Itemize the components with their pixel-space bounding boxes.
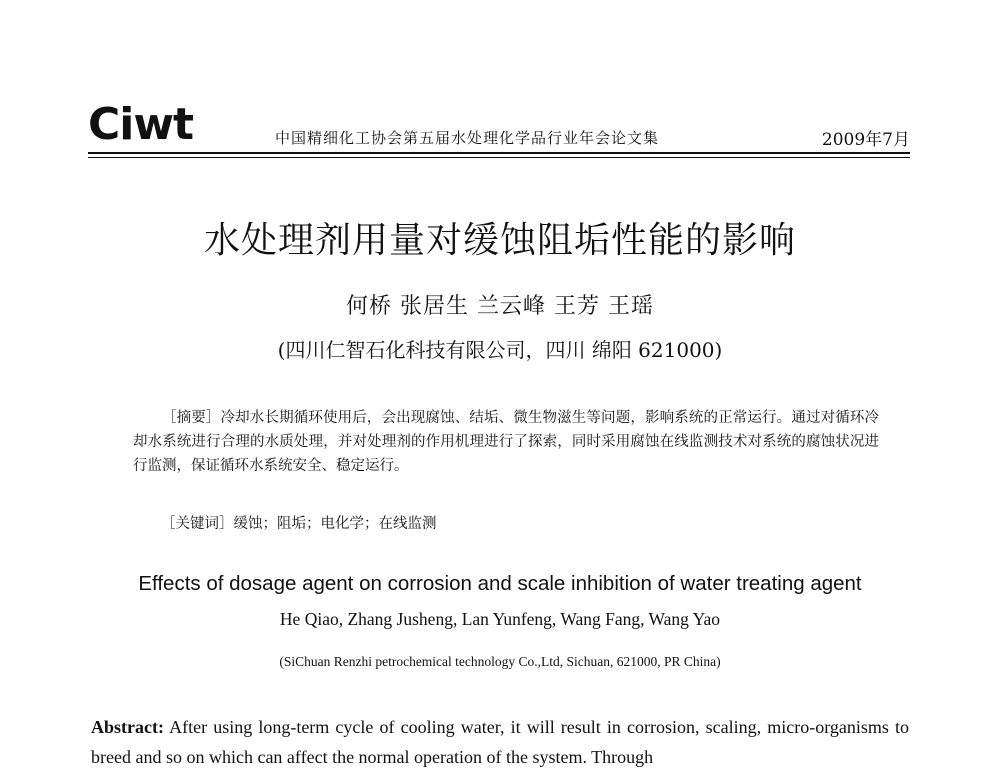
chinese-keywords: ［关键词］缓蚀；阻垢；电化学；在线监测 (161, 516, 437, 532)
english-authors: He Qiao, Zhang Jusheng, Lan Yunfeng, Wang Fang, Wang Yao (279, 609, 721, 629)
publication-date: 2009年7月 (821, 130, 910, 150)
chinese-abstract-text: ［摘要］冷却水长期循环使用后，会出现腐蚀、结垢、微生物滋生等问题，影响系统的正常运行。通过对循环冷却水系统进行合理的水质处理，并对处理剂的作用机理进行了探索，同时采用腐蚀在线监测技术对系统的腐蚀状况进行监测，保证循环水系统安全、稳定运行。 (133, 410, 879, 474)
header-rule-thick (88, 152, 910, 154)
page-header (88, 100, 910, 158)
english-abstract-text: After using long-term cycle of cooling water, it will result in corrosion, scaling, micro-organisms to breed and so on which can affect the normal operation of the system. Through (91, 717, 909, 767)
english-abstract (91, 712, 909, 772)
header-rule-thin (88, 157, 910, 158)
chinese-authors: 何桥 张居生 兰云峰 王芳 王瑶 (346, 294, 654, 319)
chinese-title: 水处理剂用量对缓蚀阻垢性能的影响 (203, 220, 796, 261)
proceedings-title: 中国精细化工协会第五届水处理化学品行业年会论文集 (275, 129, 660, 147)
english-title: Effects of dosage agent on corrosion and scale inhibition of water treating agent (138, 572, 862, 595)
abstract-label: Abstract: (91, 717, 164, 737)
chinese-abstract (133, 406, 879, 478)
ciwt-logo: Ciwt (88, 99, 194, 150)
english-affiliation: (SiChuan Renzhi petrochemical technology Co.,Ltd, Sichuan, 621000, PR China) (279, 654, 721, 669)
chinese-affiliation: (四川仁智石化科技有限公司，四川 绵阳 621000) (277, 338, 723, 362)
